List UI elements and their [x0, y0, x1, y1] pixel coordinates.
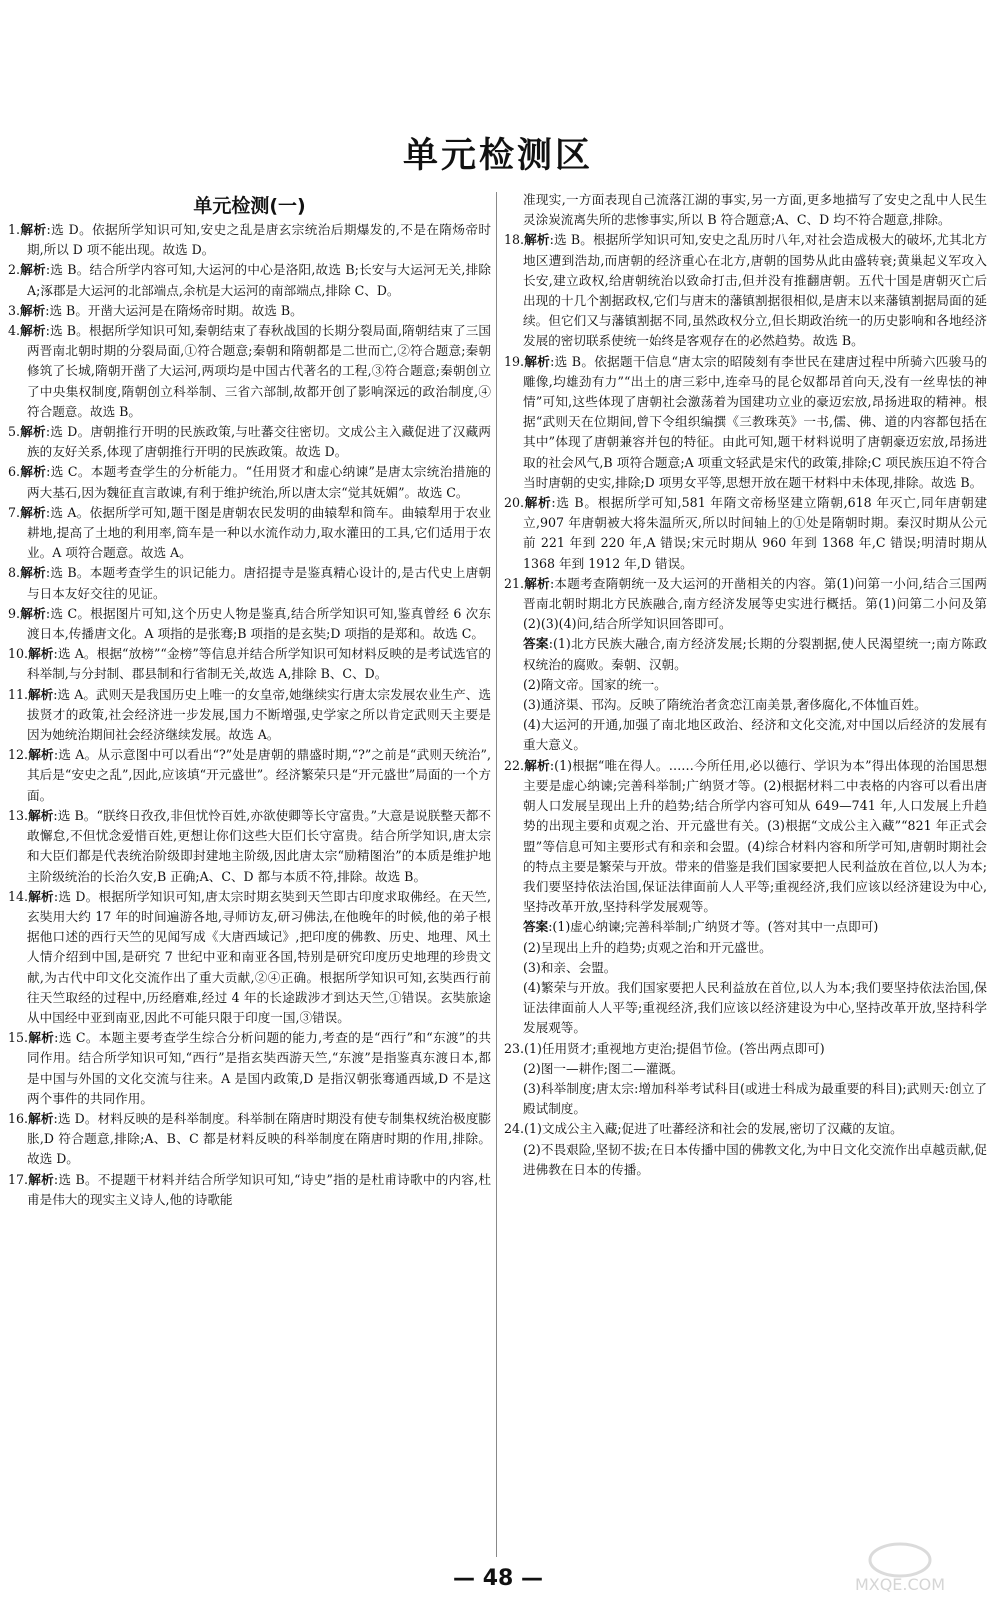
item-number: 18.: [504, 232, 525, 248]
item-text: :选 D。依据所学知识可知,安史之乱是唐玄宗统治后期爆发的,不是在隋炀帝时期,所以 D 项不能出现。故选 D。: [27, 222, 491, 258]
answer-item: [8, 260, 491, 300]
answer-item: [8, 321, 491, 422]
watermark-text: MXQE.COM: [854, 1575, 946, 1594]
page-title: 单元检测区: [402, 136, 593, 176]
item-number: 13.: [8, 807, 29, 823]
item-text: :选 B。结合所学内容可知,大运河的中心是洛阳,故选 B;长安与大运河无关,排除 A;涿郡是大运河的北部端点,余杭是大运河的南部端点,排除 C、D。: [27, 262, 492, 298]
item-number: 21.: [504, 575, 525, 591]
item-text: (1)任用贤才;重视地方吏治;提倡节俭。(答出两点即可): [524, 1040, 825, 1056]
item-text: :选 D。材料反映的是科举制度。科举制在隋唐时期没有使专制集权统治极度膨胀,D 符合题意,排除;A、B、C 都是材料反映的科举制度在隋唐时期的作用,排除。故选 D。: [27, 1110, 492, 1167]
answer-item: [8, 422, 491, 462]
item-number: 7.: [8, 504, 21, 520]
item-label: 答案: [523, 636, 549, 652]
item-number: 8.: [8, 565, 21, 581]
item-number: 19.: [504, 353, 525, 369]
item-number: 9.: [8, 605, 21, 621]
item-text: :(1)虚心纳谏;完善科举制;广纳贤才等。(答对其中一点即可): [548, 919, 879, 935]
item-text: :选 D。唐朝推行开明的民族政策,与吐蕃交往密切。文成公主入藏促进了汉藏两族的友好关系,体现了唐朝推行开明的民族政策。故选 D。: [27, 424, 491, 460]
item-label: 解析: [28, 646, 54, 662]
item-label: 解析: [20, 565, 46, 581]
answer-continuation: [504, 634, 987, 674]
item-label: 解析: [524, 575, 550, 591]
item-number: 14.: [8, 888, 29, 904]
answer-continuation: [504, 917, 987, 937]
item-text: :选 A。武则天是我国历史上唯一的女皇帝,她继续实行唐太宗发展农业生产、选拔贤才的政策,社会经济进一步发展,国力不断增强,史学家之所以肯定武则天主要是因为她统治期间社会经济继续发展。故选 A。: [27, 686, 491, 743]
item-text: :选 B。本题考查学生的识记能力。唐招提寺是鉴真精心设计的,是古代史上唐朝与日本友好交往的见证。: [27, 565, 491, 601]
item-text: (3)通济渠、邗沟。反映了隋统治者贪恋江南美景,奢侈腐化,不体恤百姓。: [523, 697, 927, 713]
answer-item: [504, 574, 987, 635]
item-number: 16.: [8, 1110, 29, 1126]
answer-continuation: [504, 1079, 987, 1119]
item-label: 解析: [20, 605, 46, 621]
item-text: (2)不畏艰险,坚韧不拔;在日本传播中国的佛教文化,为中日文化交流作出卓越贡献,促进佛教在日本的传播。: [523, 1141, 987, 1177]
item-number: 22.: [504, 757, 525, 773]
item-text: :选 D。根据所学知识可知,唐太宗时期玄奘到天竺即古印度求取佛经。在天竺,玄奘用大约 17 年的时间遍游各地,寻师访友,研习佛法,在他晚年的时候,他的弟子根据他口述的西行天竺的见闻写成《大唐西域记》,把印度的佛教、历史、地理、风土人情介绍到中国,是研究 7 世纪中亚和南亚各国,特别是研究印度历史地理的珍贵文献,为古代中印文化交流作出了重大贡献,②④正确。根据所学知识可知,玄奘西行前往天竺取经的过程中,历经磨难,经过 4 年的长途跋涉才到达天竺,①错误。玄奘旅途从中国经中亚到南亚,因此不可能只限于印度一国,③错误。: [27, 888, 491, 1025]
answer-continuation: [504, 958, 987, 978]
item-text: :(1)北方民族大融合,南方经济发展;长期的分裂割据,使人民渴望统一;南方陈政权统治的腐败。秦朝、汉朝。: [523, 636, 987, 672]
item-label: 解析: [28, 1171, 54, 1187]
item-number: 10.: [8, 646, 29, 662]
answer-item: [504, 352, 987, 493]
item-label: 解析: [524, 495, 552, 511]
answer-item: [8, 220, 491, 260]
item-text: :选 A。从示意图中可以看出“?”处是唐朝的鼎盛时期,“?”之前是“武则天统治”,其后是“安史之乱”,因此,应该填“开元盛世”。经济繁荣只是“开元盛世”局面的一个方面。: [27, 747, 491, 803]
item-text: (2)呈现出上升的趋势;贞观之治和开元盛世。: [523, 939, 772, 955]
item-label: 解析: [28, 1030, 55, 1046]
answer-continuation: [504, 978, 987, 1039]
item-text: :选 B。开凿大运河是在隋炀帝时期。故选 B。: [45, 302, 303, 318]
item-text: (4)繁荣与开放。我们国家要把人民利益放在首位,以人为本;我们要坚持依法治国,保证法律面前人人平等;重视经济,我们应该以经济建设为中心,坚持改革开放,坚持科学发展观等。: [523, 979, 987, 1036]
item-label: 解析: [524, 353, 551, 369]
item-text: :选 B。根据所学可知,581 年隋文帝杨坚建立隋朝,618 年灭亡,同年唐朝建立,907 年唐朝被大将朱温所灭,所以时间轴上的①处是隋朝时期。秦汉时期从公元前 221 年到 220 年,A 错误;宋元时期从 960 年到 1368 年,C 错误;明清时期从 1368 年到 1912 年,D 错误。: [523, 495, 988, 571]
answer-item: [8, 1028, 491, 1109]
item-text: (3)科举制度;唐太宗:增加科举考试科目(或进士科成为最重要的科目);武则天:创立了殿试制度。: [523, 1080, 987, 1117]
item-number: 3.: [8, 302, 21, 318]
item-number: 17.: [8, 1171, 29, 1187]
item-number: 4.: [8, 323, 21, 339]
item-number: 23.: [504, 1040, 525, 1056]
item-number: 1.: [8, 222, 21, 237]
item-text: 准现实,一方面表现自己流落江湖的事实,另一方面,更多地描写了安史之乱中人民生灵涂炭流离失所的悲惨事实,所以 B 符合题意;A、C、D 均不符合题意,排除。: [523, 192, 987, 228]
answer-continuation: [504, 715, 987, 755]
left-column: [8, 192, 491, 1210]
item-number: 24.: [504, 1121, 525, 1137]
item-text: (3)和亲、会盟。: [523, 959, 617, 975]
item-number: 20.: [504, 495, 525, 511]
item-number: 6.: [8, 464, 21, 480]
answer-item: [8, 563, 491, 603]
item-text: :选 B。依据题干信息“唐太宗的昭陵刻有李世民在建唐过程中所骑六匹骏马的雕像,均雄劲有力”“出土的唐三彩中,连牵马的昆仑奴都昂首向天,没有一丝卑怯的神情”可知,这些体现了唐朝社会激荡着为国建功立业的豪迈宏放,昂扬进取的精神。根据“武则天在位期间,曾下令组织编撰《三教珠英》一书,儒、佛、道的内容都包括在其中”体现了唐朝兼容并包的特征。由此可知,题干材料说明了唐朝豪迈宏放,昂扬进取的社会风气,B 项符合题意;A 项重文轻武是宋代的政策,排除;C 项民族压迫不符合当时唐朝的史实,排除;D 项男女平等,思想开放在题干材料中未体现,排除。故选 B。: [523, 353, 987, 490]
item-text: :本题考查隋朝统一及大运河的开凿相关的内容。第(1)问第一小问,结合三国两晋南北朝时期北方民族融合,南方经济发展等史实进行概括。第(1)问第二小问及第(2)(3)(4)问,结合所学知识回答即可。: [523, 575, 988, 632]
item-text: (4)大运河的开通,加强了南北地区政治、经济和文化交流,对中国以后经济的发展有重大意义。: [523, 717, 987, 753]
answer-item: [8, 806, 491, 887]
item-label: 解析: [20, 222, 47, 237]
item-number: 11.: [8, 686, 29, 702]
answer-continuation: [504, 1059, 987, 1079]
answer-item: [8, 604, 491, 644]
item-label: 解析: [20, 464, 47, 480]
answer-item: [8, 685, 491, 746]
right-column: [504, 190, 987, 1180]
item-text: :(1)根据“唯在得人。……今所任用,必以德行、学识为本”得出体现的治国思想主要是虚心纳谏;完善科举制;广纳贤才等。(2)根据材料二中表格的内容可以看出唐朝人口发展呈现出上升的趋势;结合所学内容可知从 649—741 年,人口发展上升趋势的出现主要和贞观之治、开元盛世有关。(3)根据“文成公主入藏”“821 年正式会盟”等信息可知主要形式有和亲和会盟。(4)综合材料内容和所学可知,唐朝时期社会的特点主要是繁荣与开放。带来的借鉴是我们国家要把人民利益放在首位,以人为本;我们要坚持依法治国,保证法律面前人人平等;重视经济,我们应该以经济建设为中心,坚持改革开放,坚持科学发展观等。: [523, 757, 987, 915]
answer-continuation: [504, 675, 987, 695]
answer-continuation: [504, 190, 987, 230]
item-label: 解析: [20, 262, 46, 278]
item-text: :选 A。依据所学可知,题干图是唐朝农民发明的曲辕犁和筒车。曲辕犁用于农业耕地,提高了土地的利用率,筒车是一种以水流作动力,取水灌田的工具,它们适用于农业。A 项符合题意。故选 A。: [27, 504, 491, 561]
answer-item: [504, 493, 987, 574]
answer-item: [504, 756, 987, 918]
item-number: 15.: [8, 1030, 29, 1046]
item-text: :选 A。根据“放榜”“金榜”等信息并结合所学知识可知材料反映的是考试选官的科举制,与分封制、郡县制和行省制无关,故选 A,排除 B、C、D。: [27, 646, 491, 682]
item-text: (2)图一—耕作;图二—灌溉。: [523, 1060, 684, 1076]
page-number: — 48 —: [453, 1566, 543, 1591]
item-text: (2)隋文帝。国家的统一。: [523, 676, 667, 692]
answer-item: [8, 503, 491, 564]
answer-continuation: [504, 695, 987, 715]
answer-item: [8, 1170, 491, 1210]
column-divider: [496, 192, 497, 1557]
item-text: :选 B。“朕终日孜孜,非但忧怜百姓,亦欲使卿等长守富贵。”大意是说朕整天都不敢懈怠,不但忧念爱惜百姓,更想让你们这些大臣们长守富贵。结合所学知识,唐太宗和大臣们都是代表统治阶级即封建地主阶级,因此唐太宗“励精图治”的本质是维护地主阶级统治的长治久安,B 正确;A、C、D 都与本质不符,排除。故选 B。: [27, 807, 491, 884]
answer-continuation: [504, 938, 987, 958]
item-label: 解析: [524, 757, 550, 773]
item-text: :选 C。本题主要考查学生综合分析问题的能力,考查的是“西行”和“东渡”的共同作用。结合所学知识可知,“西行”是指玄奘西游天竺,“东渡”是指鉴真东渡日本,都是中国与外国的文化交流与往来。A 是国内政策,D 是指汉朝张骞通西域,D 不是这两个事件的共同作用。: [27, 1030, 492, 1106]
item-text: :选 B。根据所学知识可知,安史之乱历时八年,对社会造成极大的破坏,尤其北方地区遭到浩劫,而唐朝的经济重心在北方,唐朝的国势从此由盛转衰;黄巢起义军攻入长安,建立政权,给唐朝统治以致命打击,但并没有推翻唐朝。五代十国是唐朝灭亡后出现的十几个割据政权,它们与唐末的藩镇割据很相似,是唐末以来藩镇割据局面的延续。但它们又与藩镇割据不同,虽然政权分立,但长期政治统一的历史影响和各地经济发展的密切联系使统一始终是客观存在的必然趋势。故选 B。: [523, 232, 988, 349]
item-label: 解析: [20, 504, 46, 520]
answer-continuation: [504, 1140, 987, 1180]
answer-item: [8, 301, 491, 321]
item-text: :选 B。不提题干材料并结合所学知识可知,“诗史”指的是杜甫诗歌中的内容,杜甫是伟大的现实主义诗人,他的诗歌能: [27, 1171, 492, 1207]
item-text: :选 B。根据所学知识可知,秦朝结束了春秋战国的长期分裂局面,隋朝结束了三国两晋南北朝时期的分裂局面,①符合题意;秦朝和隋朝都是二世而亡,②符合题意;秦朝修筑了长城,隋朝开凿了大运河,两项均是中国古代著名的工程,③符合题意;秦朝创立了中央集权制度,隋朝创立科举制、三省六部制,故都开创了影响深远的政治制度,④符合题意。故选 B。: [27, 323, 492, 419]
item-label: 解析: [20, 424, 46, 440]
item-label: 解析: [28, 747, 54, 763]
item-text: :选 C。本题考查学生的分析能力。“任用贤才和虚心纳谏”是唐太宗统治措施的两大基石,因为魏征直言敢谏,有利于维护统治,所以唐太宗“觉其妩媚”。故选 C。: [27, 464, 492, 500]
answer-item: [8, 462, 491, 502]
section-title: 单元检测(一): [193, 195, 306, 217]
answer-item: [8, 745, 491, 806]
answer-item: [8, 887, 491, 1028]
item-label: 解析: [28, 1110, 54, 1126]
item-label: 答案: [523, 919, 549, 935]
answer-item: [8, 1109, 491, 1170]
item-text: :选 C。根据图片可知,这个历史人物是鉴真,结合所学知识可知,鉴真曾经 6 次东渡日本,传播唐文化。A 项指的是张骞;B 项指的是玄奘;D 项指的是郑和。故选 C。: [27, 605, 492, 642]
answer-item: [504, 1039, 987, 1059]
answer-item: [8, 644, 491, 684]
item-label: 解析: [28, 888, 54, 904]
item-label: 解析: [20, 302, 46, 318]
answer-item: [504, 230, 987, 351]
item-text: (1)文成公主入藏;促进了吐蕃经济和社会的发展,密切了汉藏的友谊。: [524, 1121, 903, 1137]
item-label: 解析: [524, 232, 550, 248]
item-number: 5.: [8, 424, 21, 440]
item-number: 2.: [8, 262, 21, 278]
item-number: 12.: [8, 747, 29, 763]
item-label: 解析: [28, 807, 54, 823]
answer-item: [504, 1119, 987, 1139]
item-label: 解析: [20, 323, 46, 339]
item-label: 解析: [28, 686, 54, 702]
